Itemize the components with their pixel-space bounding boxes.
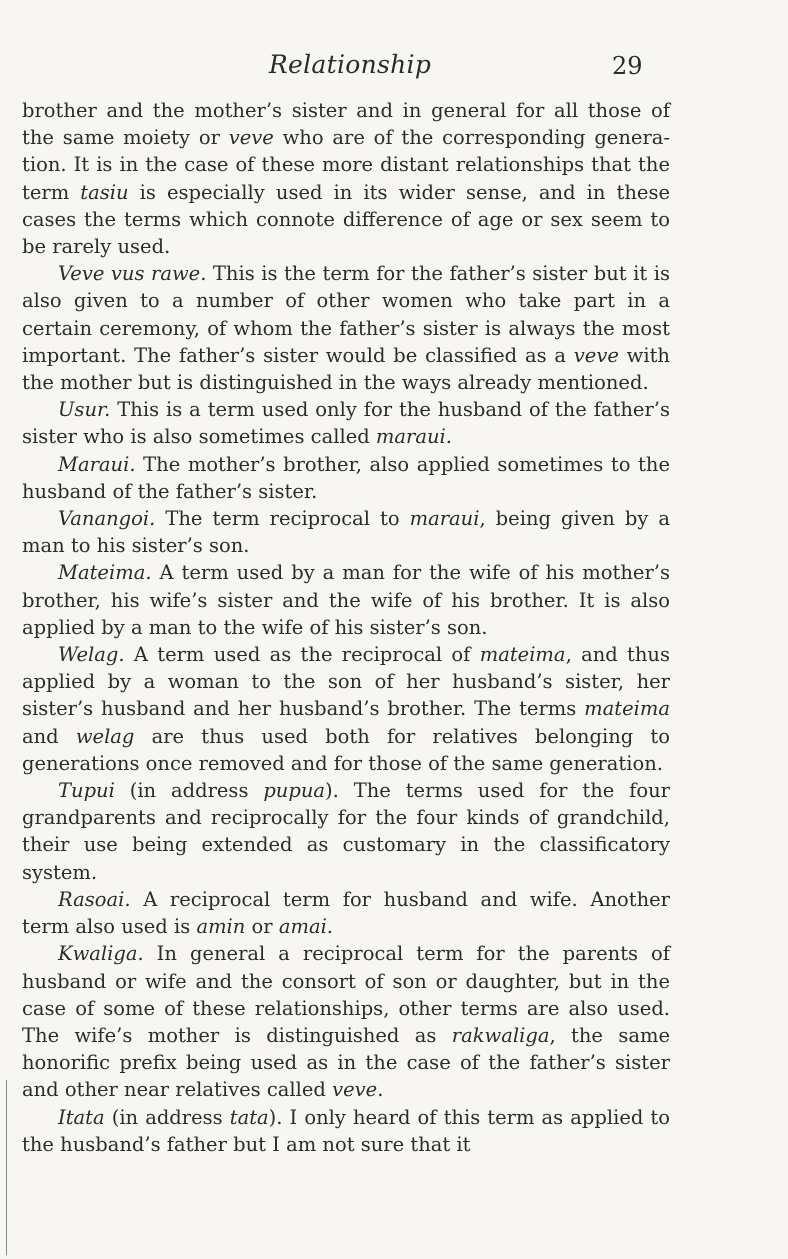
kinship-term: Maraui. [58, 452, 136, 476]
paragraph-entry [22, 1104, 670, 1158]
kinship-term: Rasoai. [58, 887, 131, 911]
text-run: A reciprocal term for husband and wife. Another term also used is [22, 887, 670, 939]
text-run: who are of the corresponding genera-tion. It is in the case of these more distant relationships that the term [22, 126, 670, 204]
inline-term: pupua [263, 779, 326, 803]
paragraph-continued [22, 97, 670, 260]
inline-term: veve. [332, 1078, 384, 1102]
kinship-term: Mateima. [58, 561, 152, 585]
body-text [22, 97, 670, 1158]
text-run: ). The terms used for the four grandparents and reciprocally for the four kinds of grandchild, their use being extended as customary in the classificatory system. [22, 779, 670, 884]
text-run: This is a term used only for the husband of the father’s sister who is also sometimes called [22, 398, 670, 449]
text-run: ). I only heard of this term as applied to the husband’s father but I am not sure that it [22, 1105, 670, 1156]
text-run: In general a reciprocal term for the parents of husband or wife and the consort of son or daughter, but in the case of some of these relationships, other terms are also used. The wife’s mother is distinguished as [22, 942, 670, 1047]
kinship-term: Vanangoi. [58, 507, 156, 531]
text-run: A term used by a man for the wife of his mother’s brother, his wife’s sister and the wife of his brother. It is also applied by a man to the wife of his sister’s son. [22, 561, 670, 639]
text-run: are thus used both for relatives belonging to generations once removed and for those of the same generation. [22, 724, 670, 775]
inline-term: mateima [584, 697, 670, 721]
kinship-term: Tupui [58, 779, 115, 803]
kinship-term: Usur. [58, 398, 111, 422]
text-run: , being given by a man to his sister’s son. [22, 507, 670, 558]
text-run: (in address [114, 779, 264, 803]
text-run: is especially used in its wider sense, and in these cases the terms which connote difference of age or sex seem to be rarely used. [22, 180, 670, 259]
text-run: The term reciprocal to [155, 507, 410, 531]
text-run: , the same honorific prefix being used as in the case of the father’s sister and other near relatives called [22, 1023, 670, 1102]
inline-term: welag [75, 724, 135, 748]
kinship-term: Kwaliga. [58, 942, 144, 966]
text-run: The mother’s brother, also applied sometimes to the husband of the father’s sister. [22, 452, 670, 503]
binding-edge-line [6, 1080, 7, 1255]
text-run: brother and the mother’s sister and in general for all those of the same moiety or [22, 99, 670, 150]
paragraph-entry [22, 940, 670, 1103]
inline-term: amin [196, 915, 246, 939]
kinship-term: Itata [58, 1105, 105, 1129]
inline-term: veve [573, 343, 619, 367]
running-title: Relationship [268, 50, 432, 79]
paragraph-entry [22, 451, 670, 505]
inline-term: mateima [479, 643, 566, 667]
inline-term: veve [228, 126, 274, 150]
inline-term: tata [229, 1105, 269, 1129]
text-run: with the mother but is distinguished in the ways already mentioned. [22, 343, 670, 395]
page-number: 29 [612, 52, 643, 80]
inline-term: rakwaliga [451, 1023, 550, 1047]
paragraph-entry [22, 777, 670, 886]
page-header [0, 50, 788, 86]
kinship-term: Veve vus rawe. [58, 262, 207, 286]
paragraph-entry [22, 505, 670, 559]
paragraph-entry [22, 886, 670, 940]
inline-term: tasiu [80, 180, 129, 204]
paragraph-entry [22, 260, 670, 396]
text-run: and [22, 724, 76, 748]
paragraph-entry [22, 641, 670, 777]
kinship-term: Welag. [58, 643, 125, 667]
inline-term: maraui [409, 507, 480, 531]
text-run: (in address [104, 1105, 230, 1129]
text-run: or [245, 915, 279, 939]
inline-term: maraui. [375, 425, 452, 449]
paragraph-entry [22, 396, 670, 450]
text-run: A term used as the reciprocal of [124, 643, 480, 667]
paragraph-entry [22, 559, 670, 641]
inline-term: amai. [278, 915, 334, 939]
text-run: , and thus applied by a woman to the son of her husband’s sister, her sister’s husband and her husband’s brother. The terms [22, 643, 670, 721]
text-run: This is the term for the father’s sister but it is also given to a number of other women who take part in a certain ceremony, of whom the father’s sister is always the most important. The father’s sister would be classified as a [22, 262, 670, 367]
